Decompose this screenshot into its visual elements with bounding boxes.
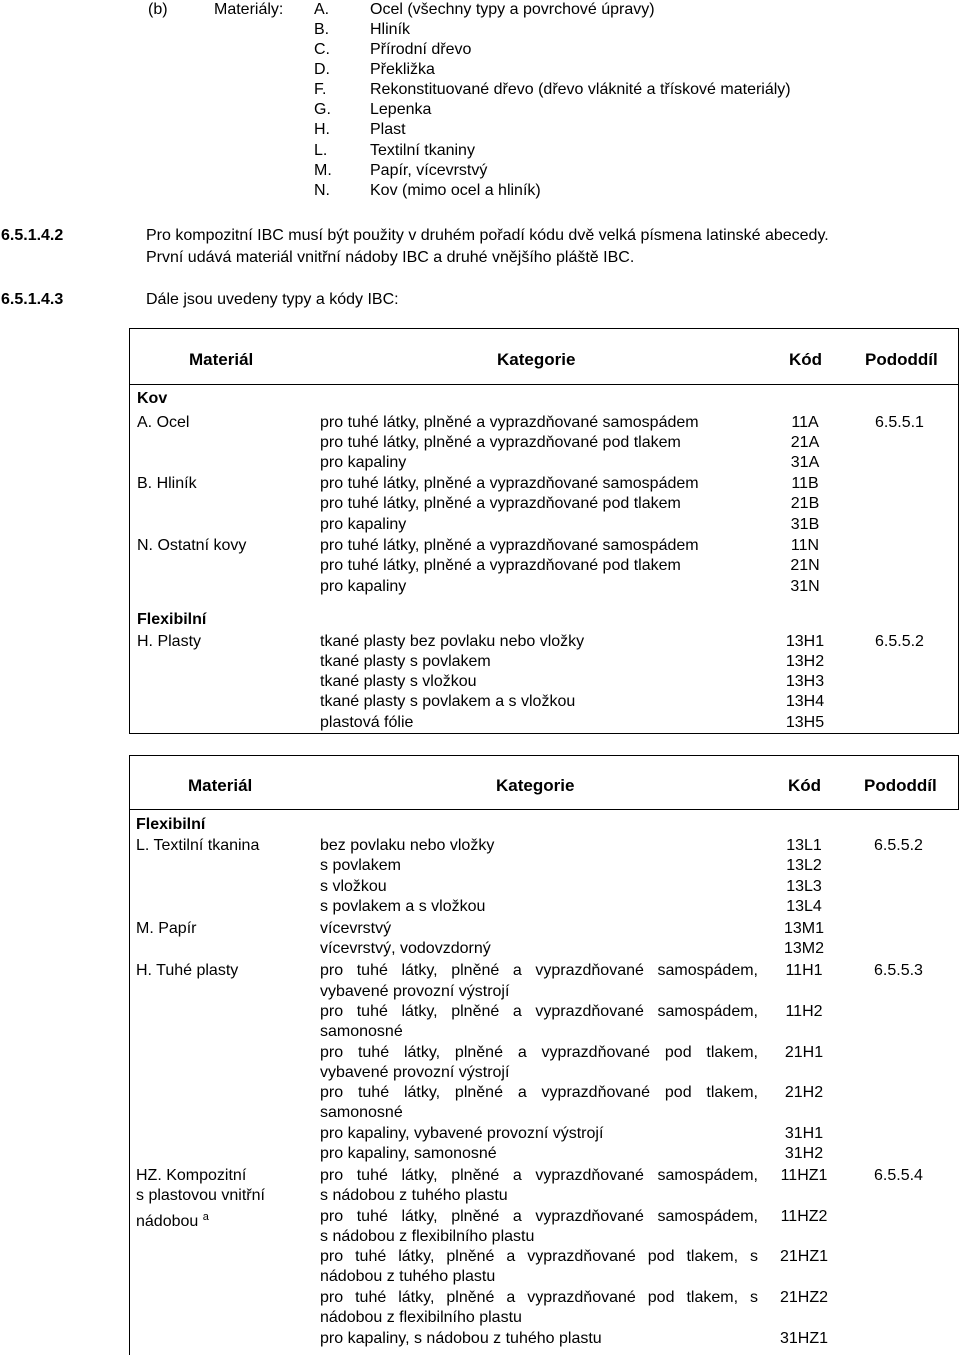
ibc-table-2: Materiál Kategorie Kód Pododdíl Flexibilní L. Textilní tkanina bez povlaku nebo vložky s povlakem s vložkou s povlakem a s vložkou 13L1 13L2 13L3 13L4 6.5.5.2 M. Papír vícevrstvý vícevrstvý, vodovzdorný 13M1 13M2 H. Tuhé plasty 6.5.5.3 pro tuhé látky, plněné a vyprazdňované samospádem, vybavené provozní výstrojí 11H1 pro tuhé látky, plněné a vyprazdňované samospádem, samonosné 11H2 pro tuhé látky, plněné a vyprazdňované pod tlakem, vybavené provozní výstrojí 21H1 pro tuhé látky, plněné a vyprazdňované pod tlakem, samonosné 21H2 pro kapaliny, vybavené provozní výstrojí 31H1 pro kapaliny, samonosné 31H2 HZ. Kompozitní s plastovou vnitřní nádobou $^a$ 6.5.5.4 pro tuhé látky, plněné a vyprazdňované samospádem, s nádobou z tuhého plastu 11HZ1 pro tuhé látky, plněné a vyprazdňované samospádem, s nádobou z flexibilního plastu 11HZ2 pro tuhé látky, plněné a vyprazdňované pod tlakem, s nádobou z tuhého plastu 21HZ1 pro tuhé látky, plněné a vyprazdňované pod tlakem, s nádobou z flexibilního plastu 21HZ2 pro kapaliny, s nádobou z tuhého plastu 31HZ1 <box>129 755 960 1355</box>
material-name: M. Papír <box>136 920 197 937</box>
section-number: 6.5.1.4.2 <box>1 227 64 244</box>
subsection-ref: 6.5.5.3 <box>874 962 923 979</box>
header-subsection: Pododdíl <box>865 350 938 369</box>
material-name: L. Textilní tkanina <box>136 837 260 854</box>
subsection-ref: 6.5.5.1 <box>875 414 924 431</box>
section-text: Pro kompozitní IBC musí být použity v druhém pořadí kódu dvě velká písmena latinské abecedy. <box>146 227 829 244</box>
material-name: A. Ocel <box>137 414 190 431</box>
subsection-ref: 6.5.5.2 <box>875 633 924 650</box>
header-material: Materiál <box>188 776 253 795</box>
table-divider <box>129 809 959 810</box>
group-label: Flexibilní <box>136 816 206 833</box>
material-name: N. Ostatní kovy <box>137 537 247 554</box>
subsection-ref: 6.5.5.4 <box>874 1167 923 1184</box>
group-label: Kov <box>137 390 168 407</box>
list-prefix: (b) <box>148 1 168 18</box>
material-name: H. Tuhé plasty <box>136 962 239 979</box>
group-label: Flexibilní <box>137 611 207 628</box>
header-category: Kategorie <box>497 350 576 369</box>
header-code: Kód <box>789 350 823 369</box>
material-name: B. Hliník <box>137 475 197 492</box>
table-divider <box>130 384 958 385</box>
material-name: HZ. Kompozitní <box>136 1167 247 1184</box>
header-subsection: Pododdíl <box>864 776 937 795</box>
section-text: Dále jsou uvedeny typy a kódy IBC: <box>146 291 399 308</box>
subsection-ref: 6.5.5.2 <box>874 837 923 854</box>
header-material: Materiál <box>189 350 254 369</box>
list-label: Materiály: <box>214 1 284 18</box>
header-category: Kategorie <box>496 776 575 795</box>
ibc-table-1: Materiál Kategorie Kód Pododdíl Kov A. Ocel pro tuhé látky, plněné a vyprazdňované samospádem pro tuhé látky, plněné a vyprazdňované pod tlakem pro kapaliny 11A 21A 31A 6.5.5.1 B. Hliník pro tuhé látky, plněné a vyprazdňované samospádem pro tuhé látky, plněné a vyprazdňované pod tlakem pro kapaliny 11B 21B 31B N. Ostatní kovy pro tuhé látky, plněné a vyprazdňované samospádem pro tuhé látky, plněné a vyprazdňované pod tlakem pro kapaliny 11N 21N 31N Flexibilní H. Plasty tkané plasty bez povlaku nebo vložky tkané plasty s povlakem tkané plasty s vložkou tkané plasty s povlakem a s vložkou plastová fólie 13H1 13H2 13H3 13H4 13H5 6.5.5.2 <box>129 328 959 734</box>
section-number: 6.5.1.4.3 <box>1 291 64 308</box>
section-text: První udává materiál vnitřní nádoby IBC a druhé vnějšího pláště IBC. <box>146 249 635 266</box>
header-code: Kód <box>788 776 822 795</box>
footnote-marker: a <box>202 1211 209 1223</box>
material-name: H. Plasty <box>137 633 202 650</box>
